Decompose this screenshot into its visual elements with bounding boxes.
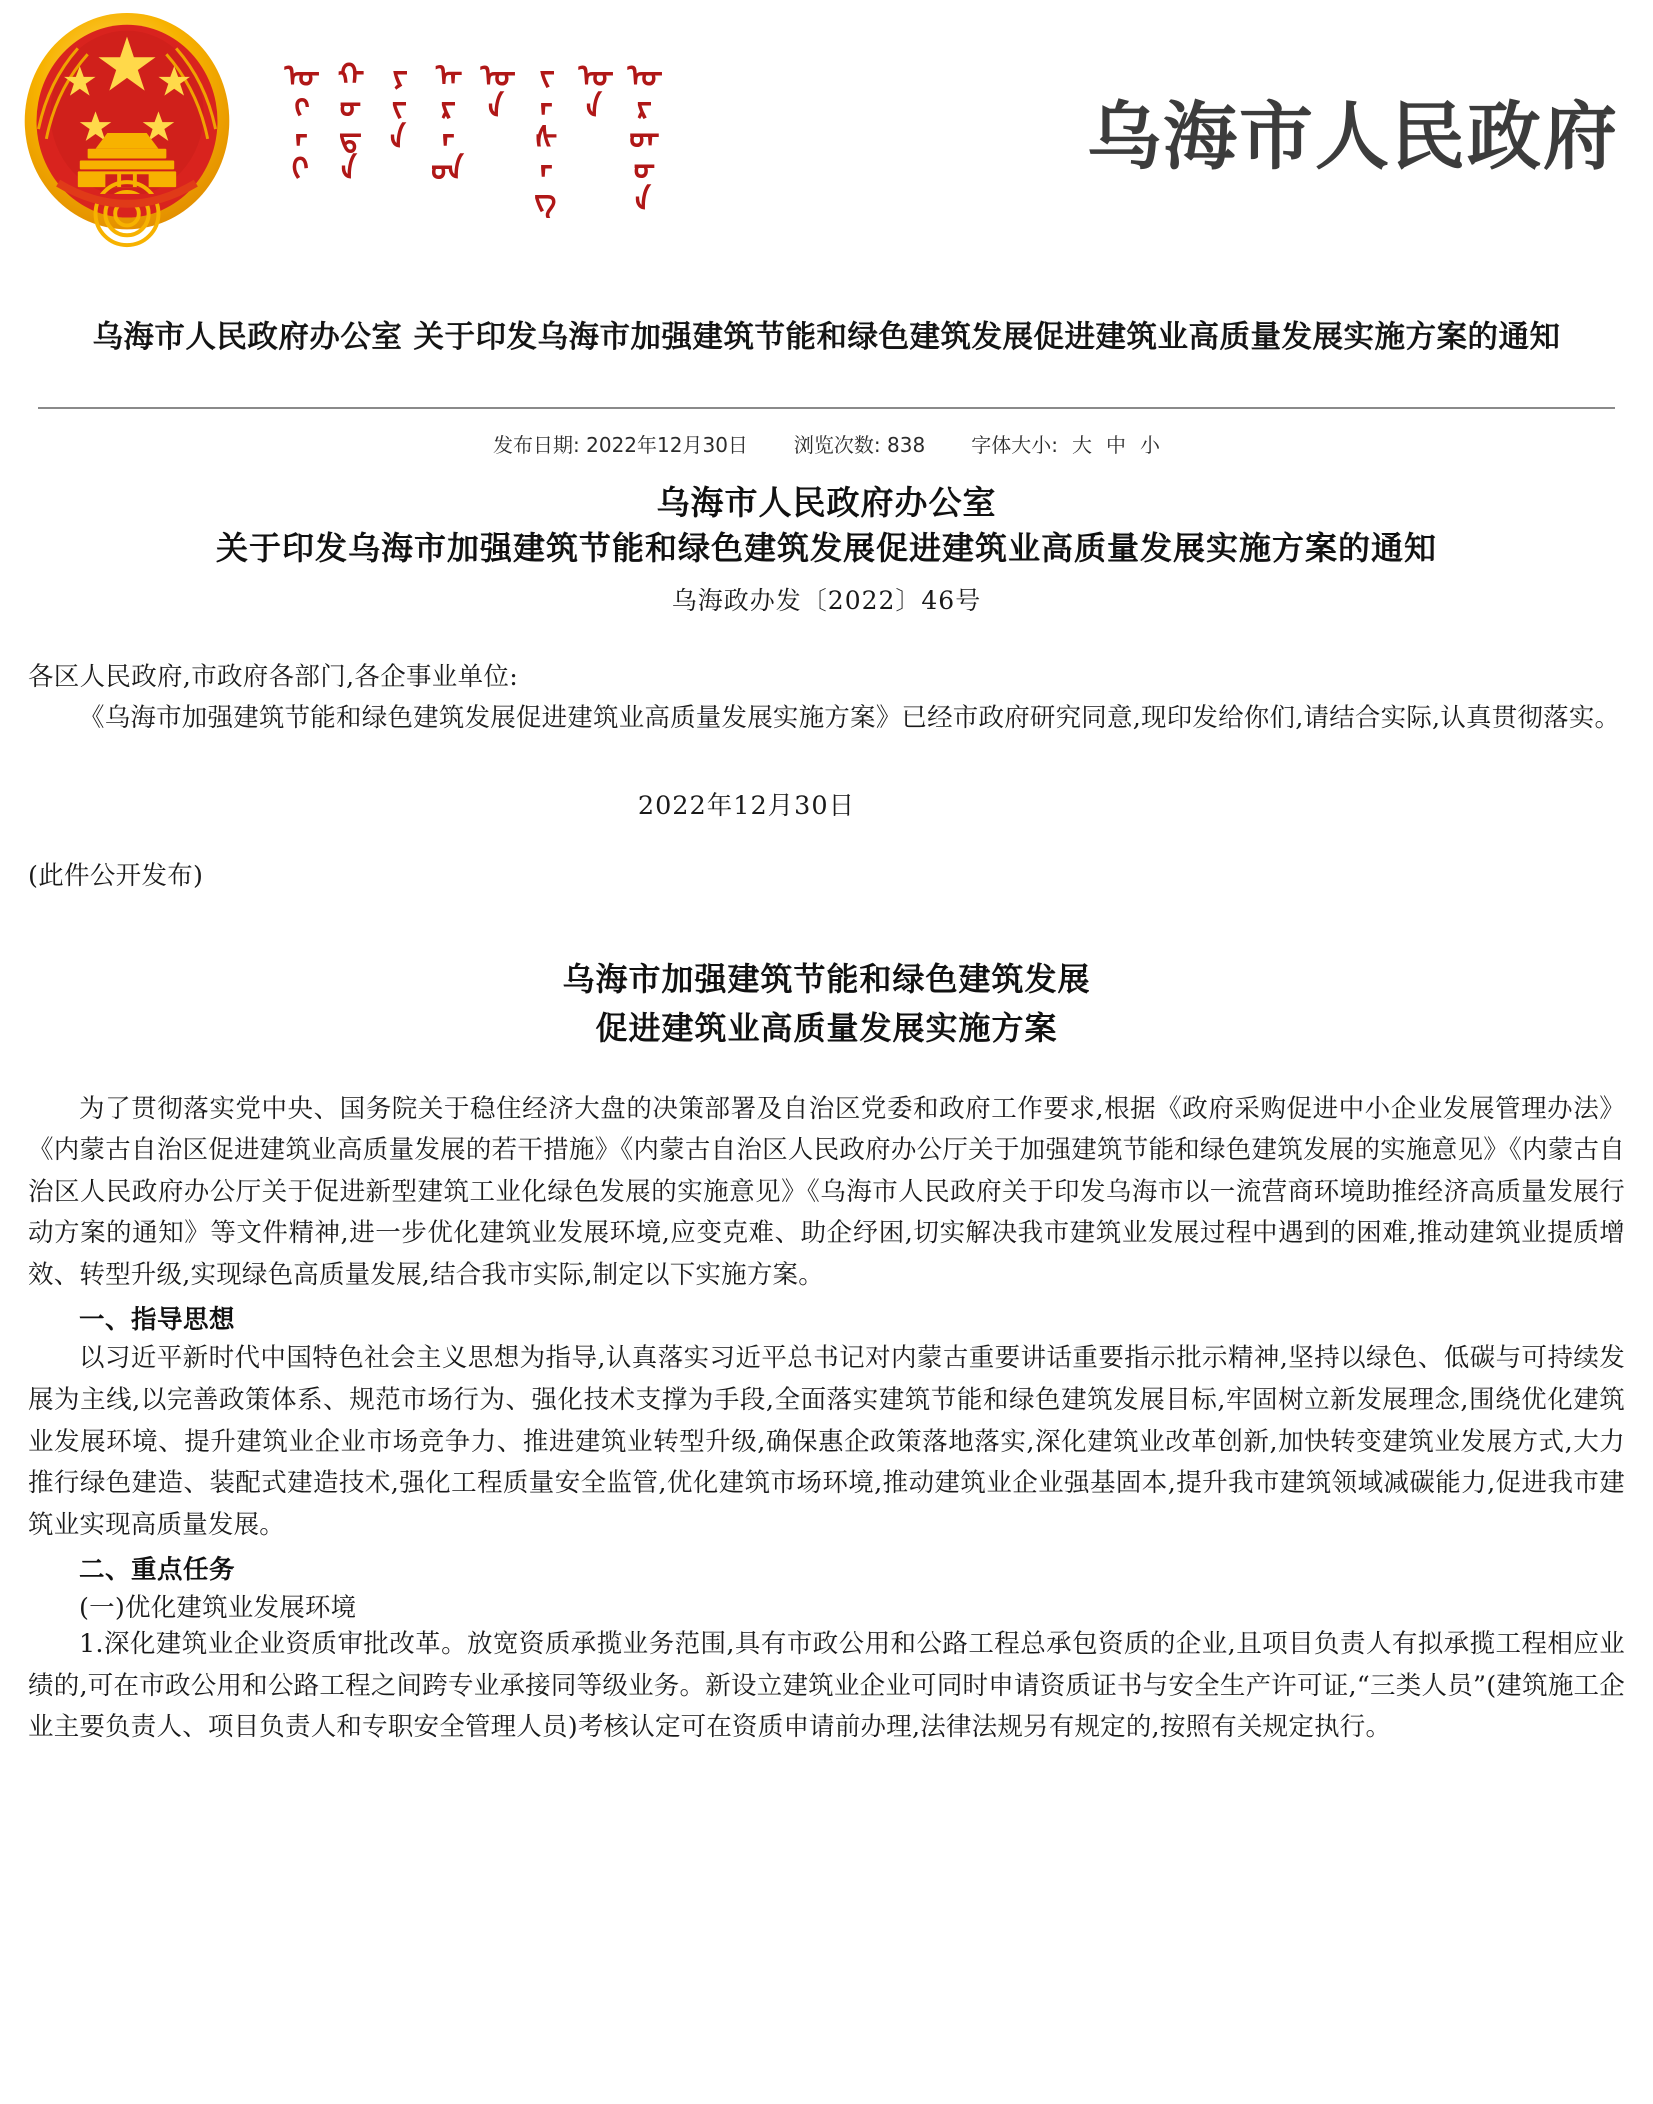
document-number: 乌海政办发〔2022〕46号 <box>671 586 982 616</box>
document-salutation: 各区人民政府,市政府各部门,各企事业单位: <box>28 662 519 693</box>
section-body-guiding-thought: 以习近平新时代中国特色社会主义思想为指导,认真落实习近平总书记对内蒙古重要讲话重要指示批示精神,坚持以绿色、低碳与可持续发展为主线,以完善政策体系、规范市场行为、强化技术支撑为手段,全面落实建筑节能和绿色建筑发展目标,牢固树立新发展理念,围绕优化建筑业发展环境、提升建筑业企业市场竞争力、推进建筑业转型升级,确保惠企政策落地落实,深化建筑业改革创新,加快转变建筑业发展方式,大力推行绿色建造、装配式建造技术,强化工程质量安全监管,优化建筑市场环境,推动建筑业企业强基固本,提升我市建筑领域减碳能力,促进我市建筑业实现高质量发展。 <box>28 1343 1625 1540</box>
mongolian-column: ᠵᠠᠰᠠᠭ <box>521 58 557 213</box>
document-intro-paragraph: 《乌海市加强建筑节能和绿色建筑发展促进建筑业高质量发展实施方案》已经市政府研究同意,现印发给你们,请结合实际,认真贯彻落实。 <box>79 703 1621 734</box>
page-title: 乌海市人民政府办公室 关于印发乌海市加强建筑节能和绿色建筑发展促进建筑业高质量发展实施方案的通知 <box>92 320 1561 356</box>
publish-date-label: 发布日期: <box>493 433 580 458</box>
mongolian-column: ᠣᠷᠳᠣᠨ <box>619 58 655 213</box>
plan-body <box>28 1089 1625 1749</box>
view-count-label: 浏览次数: <box>793 433 881 458</box>
section-heading-guiding-thought: 一、指导思想 <box>79 1305 236 1336</box>
font-size-control <box>971 429 1160 458</box>
plan-title-line-2: 促进建筑业高质量发展实施方案 <box>595 1009 1058 1048</box>
mongolian-column: ᠤᠨ <box>472 58 508 120</box>
article-header <box>0 282 1653 464</box>
mongolian-column: ᠤᠬᠠᠢ <box>276 58 312 182</box>
font-size-medium-button[interactable]: 中 <box>1105 433 1126 458</box>
subsection-item-qualification-reform: 1.深化建筑业企业资质审批改革。放宽资质承揽业务范围,具有市政公用和公路工程总承包资质的企业,且项目负责人有拟承揽工程相应业绩的,可在市政公用和公路工程之间跨专业承接同等级业务。新设立建筑业企业可同时申请资质证书与安全生产许可证,“三类人员”(建筑施工企业主要负责人、项目负责人和专职安全管理人员)考核认定可在资质申请前办理,法律法规另有规定的,按照有关规定执行。 <box>28 1629 1625 1743</box>
mongolian-script-logo <box>276 54 655 213</box>
plan-preamble: 为了贯彻落实党中央、国务院关于稳住经济大盘的决策部署及自治区党委和政府工作要求,根据《政府采购促进中小企业发展管理办法》《内蒙古自治区促进建筑业高质量发展的若干措施》《内蒙古自治区人民政府办公厅关于加强建筑节能和绿色建筑发展的实施意见》《内蒙古自治区人民政府办公厅关于促进新型建筑工业化绿色发展的实施意见》《乌海市人民政府关于印发乌海市以一流营商环境助推经济高质量发展行动方案的通知》等文件精神,进一步优化建筑业发展环境,应变克难、助企纾困,切实解决我市建筑业发展过程中遇到的困难,推动建筑业提质增效、转型升级,实现绿色高质量发展,结合我市实际,制定以下实施方案。 <box>28 1093 1625 1290</box>
document-body <box>0 464 1653 1789</box>
national-emblem-icon <box>18 11 236 251</box>
view-count <box>794 429 925 458</box>
plan-title <box>28 956 1625 1053</box>
font-size-small-button[interactable]: 小 <box>1139 433 1160 458</box>
publish-date-value: 2022年12月30日 <box>586 433 748 458</box>
mongolian-column: ᠶᠢᠨ <box>374 58 410 151</box>
view-count-value: 838 <box>887 433 926 458</box>
section-heading-key-tasks: 二、重点任务 <box>79 1555 236 1586</box>
document-sign-date: 2022年12月30日 <box>637 790 856 821</box>
publish-date <box>493 429 748 458</box>
mongolian-column: ᠬᠣᠲᠠ <box>325 58 361 182</box>
government-name-logo: 乌海市人民政府 <box>1087 94 1619 180</box>
mongolian-column: ᠠᠷᠠᠳ <box>423 58 459 182</box>
site-header <box>0 0 1653 262</box>
subsection-heading-optimize-environment: (一)优化建筑业发展环境 <box>79 1593 357 1624</box>
plan-title-line-1: 乌海市加强建筑节能和绿色建筑发展 <box>562 959 1091 998</box>
mongolian-column: ᠤᠨ <box>570 58 606 120</box>
document-issuer-title: 乌海市人民政府办公室 <box>656 483 997 523</box>
document-subject-title: 关于印发乌海市加强建筑节能和绿色建筑发展促进建筑业高质量发展实施方案的通知 <box>215 529 1437 568</box>
document-public-note: (此件公开发布) <box>28 860 204 891</box>
article-meta-row <box>38 409 1615 464</box>
font-size-large-button[interactable]: 大 <box>1071 433 1092 458</box>
font-size-label: 字体大小: <box>971 433 1058 458</box>
